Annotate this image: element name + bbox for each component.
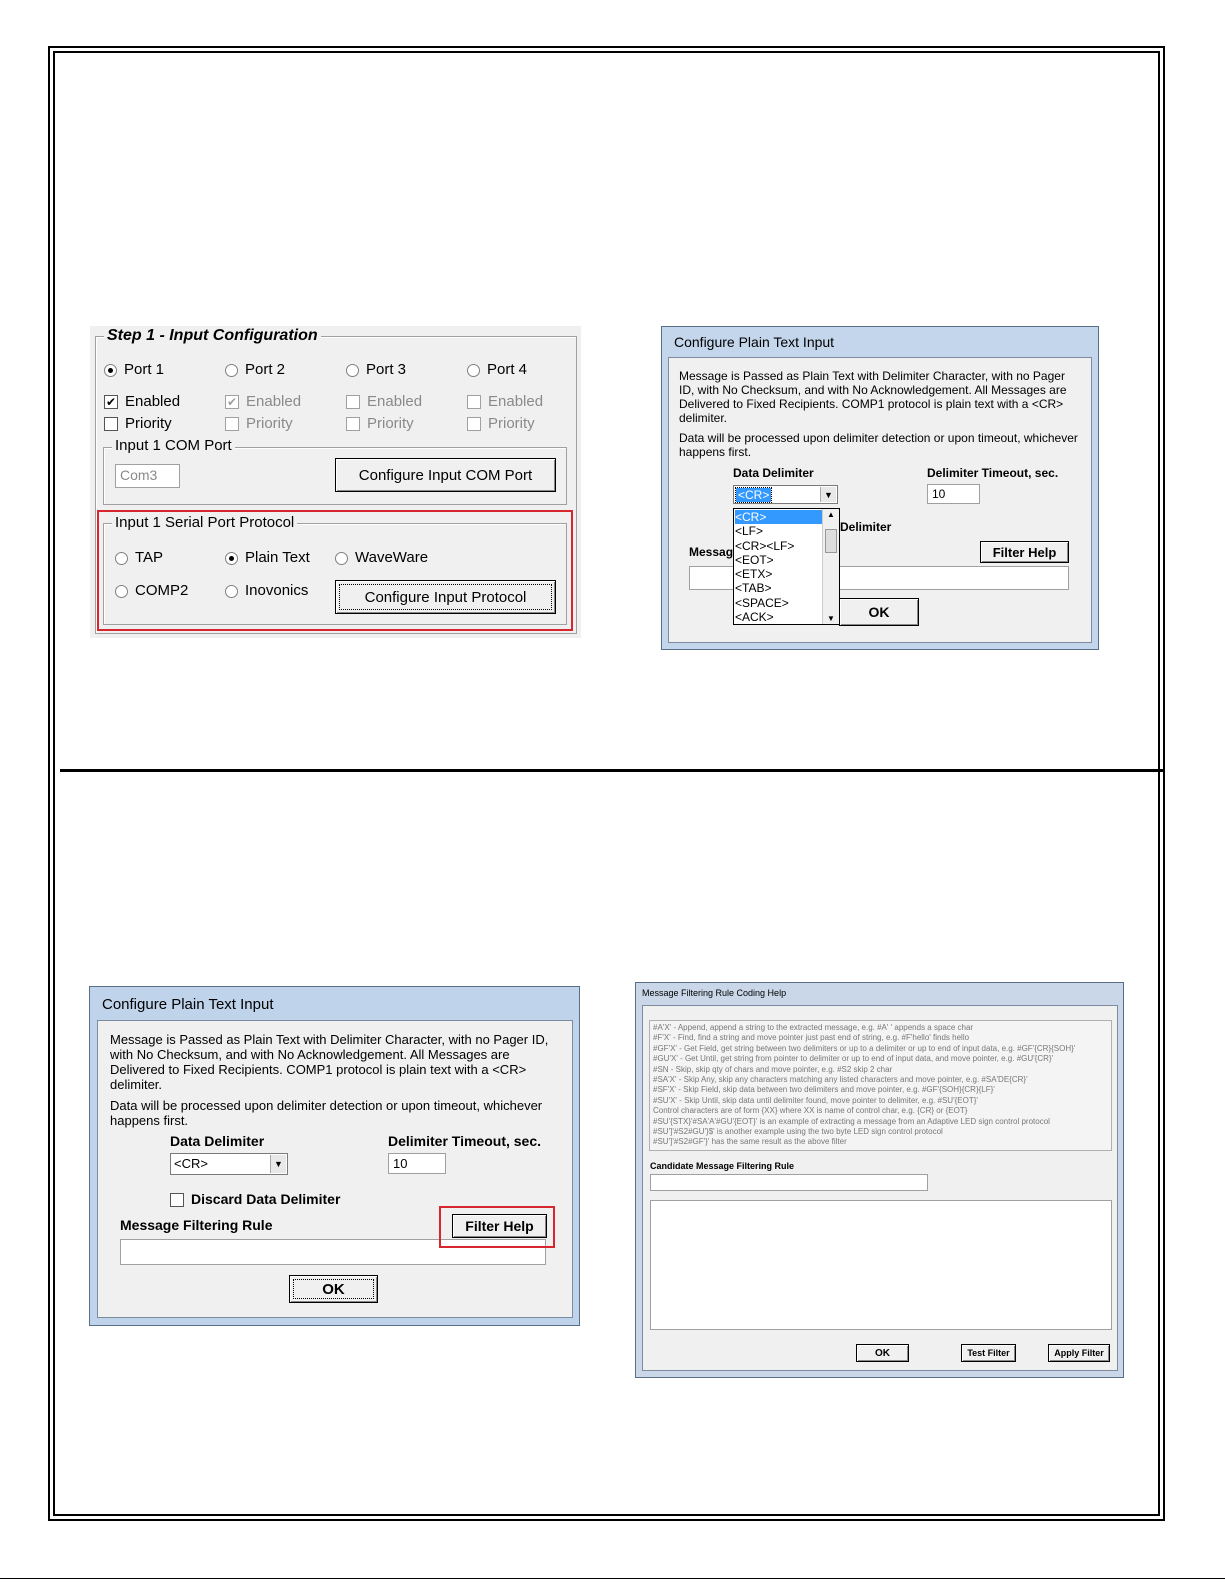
- checkbox-icon: [346, 417, 360, 431]
- timeout-field[interactable]: 10: [927, 484, 980, 504]
- radio-icon: [467, 364, 480, 377]
- filter-help-button[interactable]: Filter Help: [980, 541, 1069, 563]
- filter-rule-label: Message Filtering Rule: [120, 1217, 273, 1233]
- selected-option: <CR>: [174, 1156, 208, 1171]
- enabled-label: Enabled: [367, 393, 423, 410]
- dialog-title: Configure Plain Text Input: [674, 334, 835, 350]
- priority-checkbox-1[interactable]: [104, 415, 172, 432]
- checkmark-icon: ✔: [105, 395, 117, 410]
- enabled-label: Enabled: [246, 393, 302, 410]
- priority-label: Priority: [125, 415, 172, 432]
- candidate-rule-field[interactable]: [650, 1174, 928, 1191]
- scroll-down-icon[interactable]: ▼: [827, 614, 835, 623]
- priority-checkbox-2: [225, 415, 293, 432]
- help-line: #SU']'#S2#GF'}' has the same result as the above filter: [653, 1137, 847, 1147]
- description-text: Message is Passed as Plain Text with Delimiter Character, with no Pager ID, with No Checksum, and with No Acknowledgement. All Messages are Delivered to Fixed Recipients. COMP1 protocol is plain text with a <CR> delimiter.: [679, 369, 1067, 425]
- scroll-up-icon[interactable]: ▲: [827, 510, 835, 519]
- protocol-group-label: Input 1 Serial Port Protocol: [112, 514, 297, 531]
- port-3-label: Port 3: [366, 361, 407, 378]
- radio-icon: [225, 364, 238, 377]
- ok-button[interactable]: OK: [839, 598, 919, 626]
- dropdown-option[interactable]: <CR><LF>: [735, 538, 795, 553]
- selected-option: <CR>: [738, 488, 770, 502]
- dropdown-option[interactable]: <CR>: [735, 510, 823, 524]
- protocol-inovonics-label: Inovonics: [245, 582, 309, 599]
- enabled-row: [104, 393, 574, 413]
- data-delimiter-select[interactable]: [733, 485, 838, 504]
- checkmark-icon: ✔: [226, 395, 238, 410]
- input-configuration-panel: [90, 326, 581, 638]
- delimiter-dropdown-list: [733, 508, 840, 625]
- help-line: #F'X' - Find, find a string and move pointer just past end of string, e.g. #F'hello' finds hello: [653, 1033, 970, 1043]
- chevron-down-icon[interactable]: ▼: [270, 1155, 286, 1173]
- enabled-checkbox-3: [346, 393, 422, 410]
- protocol-tap-label: TAP: [135, 549, 164, 566]
- timeout-field[interactable]: 10: [388, 1153, 446, 1174]
- description-text: Message is Passed as Plain Text with Delimiter Character, with no Pager ID, with No Checksum, and with No Acknowledgement. All Messages are Delivered to Fixed Recipients. COMP1 protocol is plain text with a <CR> delimiter.: [110, 1032, 549, 1092]
- com-port-field: Com3: [115, 464, 180, 488]
- help-line: #SU'X' - Skip Until, skip data until delimiter found, move pointer to delimiter, e.g. #SU'{EOT}': [653, 1095, 978, 1105]
- help-line: #GF'X' - Get Field, get string between two delimiters or up to a delimiter or up to end of input data, e.g. #GF'{CR}{SOH}': [653, 1043, 1076, 1053]
- port-row: [104, 361, 574, 381]
- protocol-plain-text-label: Plain Text: [245, 549, 310, 566]
- dialog-title: Configure Plain Text Input: [102, 996, 274, 1013]
- radio-icon: [346, 364, 359, 377]
- priority-row: [104, 415, 574, 435]
- radio-selected-icon: [104, 364, 117, 377]
- dialog-client: [97, 1020, 573, 1318]
- help-line: Control characters are of form {XX} where XX is name of control char, e.g. {CR} or {EOT}: [653, 1106, 968, 1116]
- plain-text-dialog: [89, 986, 580, 1326]
- description-text-2: Data will be processed upon delimiter detection or upon timeout, whichever happens first.: [110, 1098, 543, 1128]
- data-delimiter-label: Data Delimiter: [170, 1133, 265, 1149]
- configure-com-port-button[interactable]: Configure Input COM Port: [335, 458, 556, 492]
- help-line: #SA'X' - Skip Any, skip any characters matching any listed characters and move pointer, e.g. #SA'DE{CR}': [653, 1075, 1028, 1085]
- discard-delimiter-label: Discard Data Delimiter: [191, 1191, 341, 1207]
- step1-title: Step 1 - Input Configuration: [104, 327, 321, 345]
- filter-help-dialog: [635, 982, 1124, 1378]
- help-line: #SF'X' - Skip Field, skip data between two delimiters and move pointer, e.g. #GF'{SOH}{CR}{LF}': [653, 1085, 995, 1095]
- help-line: #GU'X' - Get Until, get string from pointer to delimiter or up to end of input data, and move pointer, e.g. #GU'{CR}': [653, 1054, 1054, 1064]
- protocol-waveware-label: WaveWare: [355, 549, 429, 566]
- data-delimiter-label: Data Delimiter: [733, 466, 814, 480]
- help-line: #A'X' - Append, append a string to the extracted message, e.g. #A' ' appends a space char: [653, 1023, 974, 1032]
- ok-button[interactable]: OK: [856, 1344, 909, 1362]
- checkbox-icon: [467, 395, 481, 409]
- candidate-rule-label: Candidate Message Filtering Rule: [650, 1161, 795, 1171]
- bottom-rule: [0, 1578, 1225, 1579]
- filter-output-area[interactable]: [650, 1200, 1112, 1330]
- checkbox-icon: [467, 417, 481, 431]
- help-line: #SN - Skip, skip qty of chars and move pointer, e.g. #S2 skip 2 char: [653, 1064, 893, 1074]
- port-1-label: Port 1: [124, 361, 165, 378]
- port-1-radio[interactable]: [104, 361, 164, 378]
- port-4-radio[interactable]: [467, 361, 527, 378]
- enabled-label: Enabled: [488, 393, 544, 410]
- test-filter-button[interactable]: Test Filter: [961, 1344, 1016, 1362]
- chevron-down-icon[interactable]: ▼: [820, 487, 836, 502]
- checkbox-icon: [170, 1193, 184, 1207]
- apply-filter-button[interactable]: Apply Filter: [1048, 1344, 1110, 1362]
- priority-label: Priority: [246, 415, 293, 432]
- priority-label: Priority: [367, 415, 414, 432]
- scrollbar-thumb[interactable]: [825, 529, 837, 553]
- help-line: #SU'{STX}'#SA'A'#GU'{EOT}' is an example of extracting a message from an Adaptive LED sign control protocol: [653, 1116, 1050, 1126]
- port-3-radio[interactable]: [346, 361, 406, 378]
- priority-checkbox-4: [467, 415, 535, 432]
- com-port-group-label: Input 1 COM Port: [112, 437, 235, 454]
- dialog-client: [642, 1005, 1118, 1371]
- section-divider: [60, 769, 1163, 772]
- dropdown-option[interactable]: <SPACE>: [735, 595, 789, 610]
- data-delimiter-select[interactable]: [170, 1153, 288, 1175]
- description-text-2: Data will be processed upon delimiter detection or upon timeout, whichever happens first.: [679, 431, 1078, 459]
- checkbox-icon: [104, 417, 118, 431]
- timeout-label: Delimiter Timeout, sec.: [388, 1133, 542, 1149]
- help-line: #SU']'#S2#GU'}$' is another example using the two byte LED sign control protocol: [653, 1127, 943, 1137]
- priority-checkbox-3: [346, 415, 414, 432]
- dropdown-option[interactable]: <LF>: [735, 524, 764, 539]
- dialog-title: Message Filtering Rule Coding Help: [642, 988, 787, 998]
- enabled-checkbox-2: [225, 393, 301, 410]
- filter-help-button[interactable]: Filter Help: [452, 1214, 547, 1238]
- dropdown-option[interactable]: <TAB>: [735, 581, 772, 596]
- protocol-comp2-label: COMP2: [135, 582, 189, 599]
- port-4-label: Port 4: [487, 361, 528, 378]
- dropdown-option[interactable]: <EOT>: [735, 552, 774, 567]
- checkbox-icon: [346, 395, 360, 409]
- help-text-area: [649, 1020, 1112, 1151]
- highlight-box: [97, 510, 573, 631]
- enabled-label: Enabled: [125, 393, 181, 410]
- delimiter-partial-label: Delimiter: [840, 520, 892, 534]
- enabled-checkbox-1[interactable]: [104, 393, 180, 410]
- checkbox-icon: [225, 417, 239, 431]
- port-2-label: Port 2: [245, 361, 286, 378]
- dialog-client: [668, 357, 1092, 643]
- timeout-label: Delimiter Timeout, sec.: [927, 466, 1059, 480]
- plain-text-dialog-dropdown: [661, 326, 1099, 650]
- dropdown-scrollbar[interactable]: [822, 509, 839, 624]
- configure-protocol-button[interactable]: Configure Input Protocol: [335, 580, 556, 614]
- highlight-box: [439, 1206, 555, 1248]
- enabled-checkbox-4: [467, 393, 543, 410]
- port-2-radio[interactable]: [225, 361, 285, 378]
- filter-rule-partial-label: Messag: [689, 545, 734, 559]
- discard-delimiter-checkbox[interactable]: [170, 1191, 340, 1207]
- dropdown-option[interactable]: <ETX>: [735, 567, 773, 582]
- ok-button[interactable]: OK: [289, 1275, 378, 1303]
- priority-label: Priority: [488, 415, 535, 432]
- dropdown-option[interactable]: <ACK>: [735, 610, 774, 625]
